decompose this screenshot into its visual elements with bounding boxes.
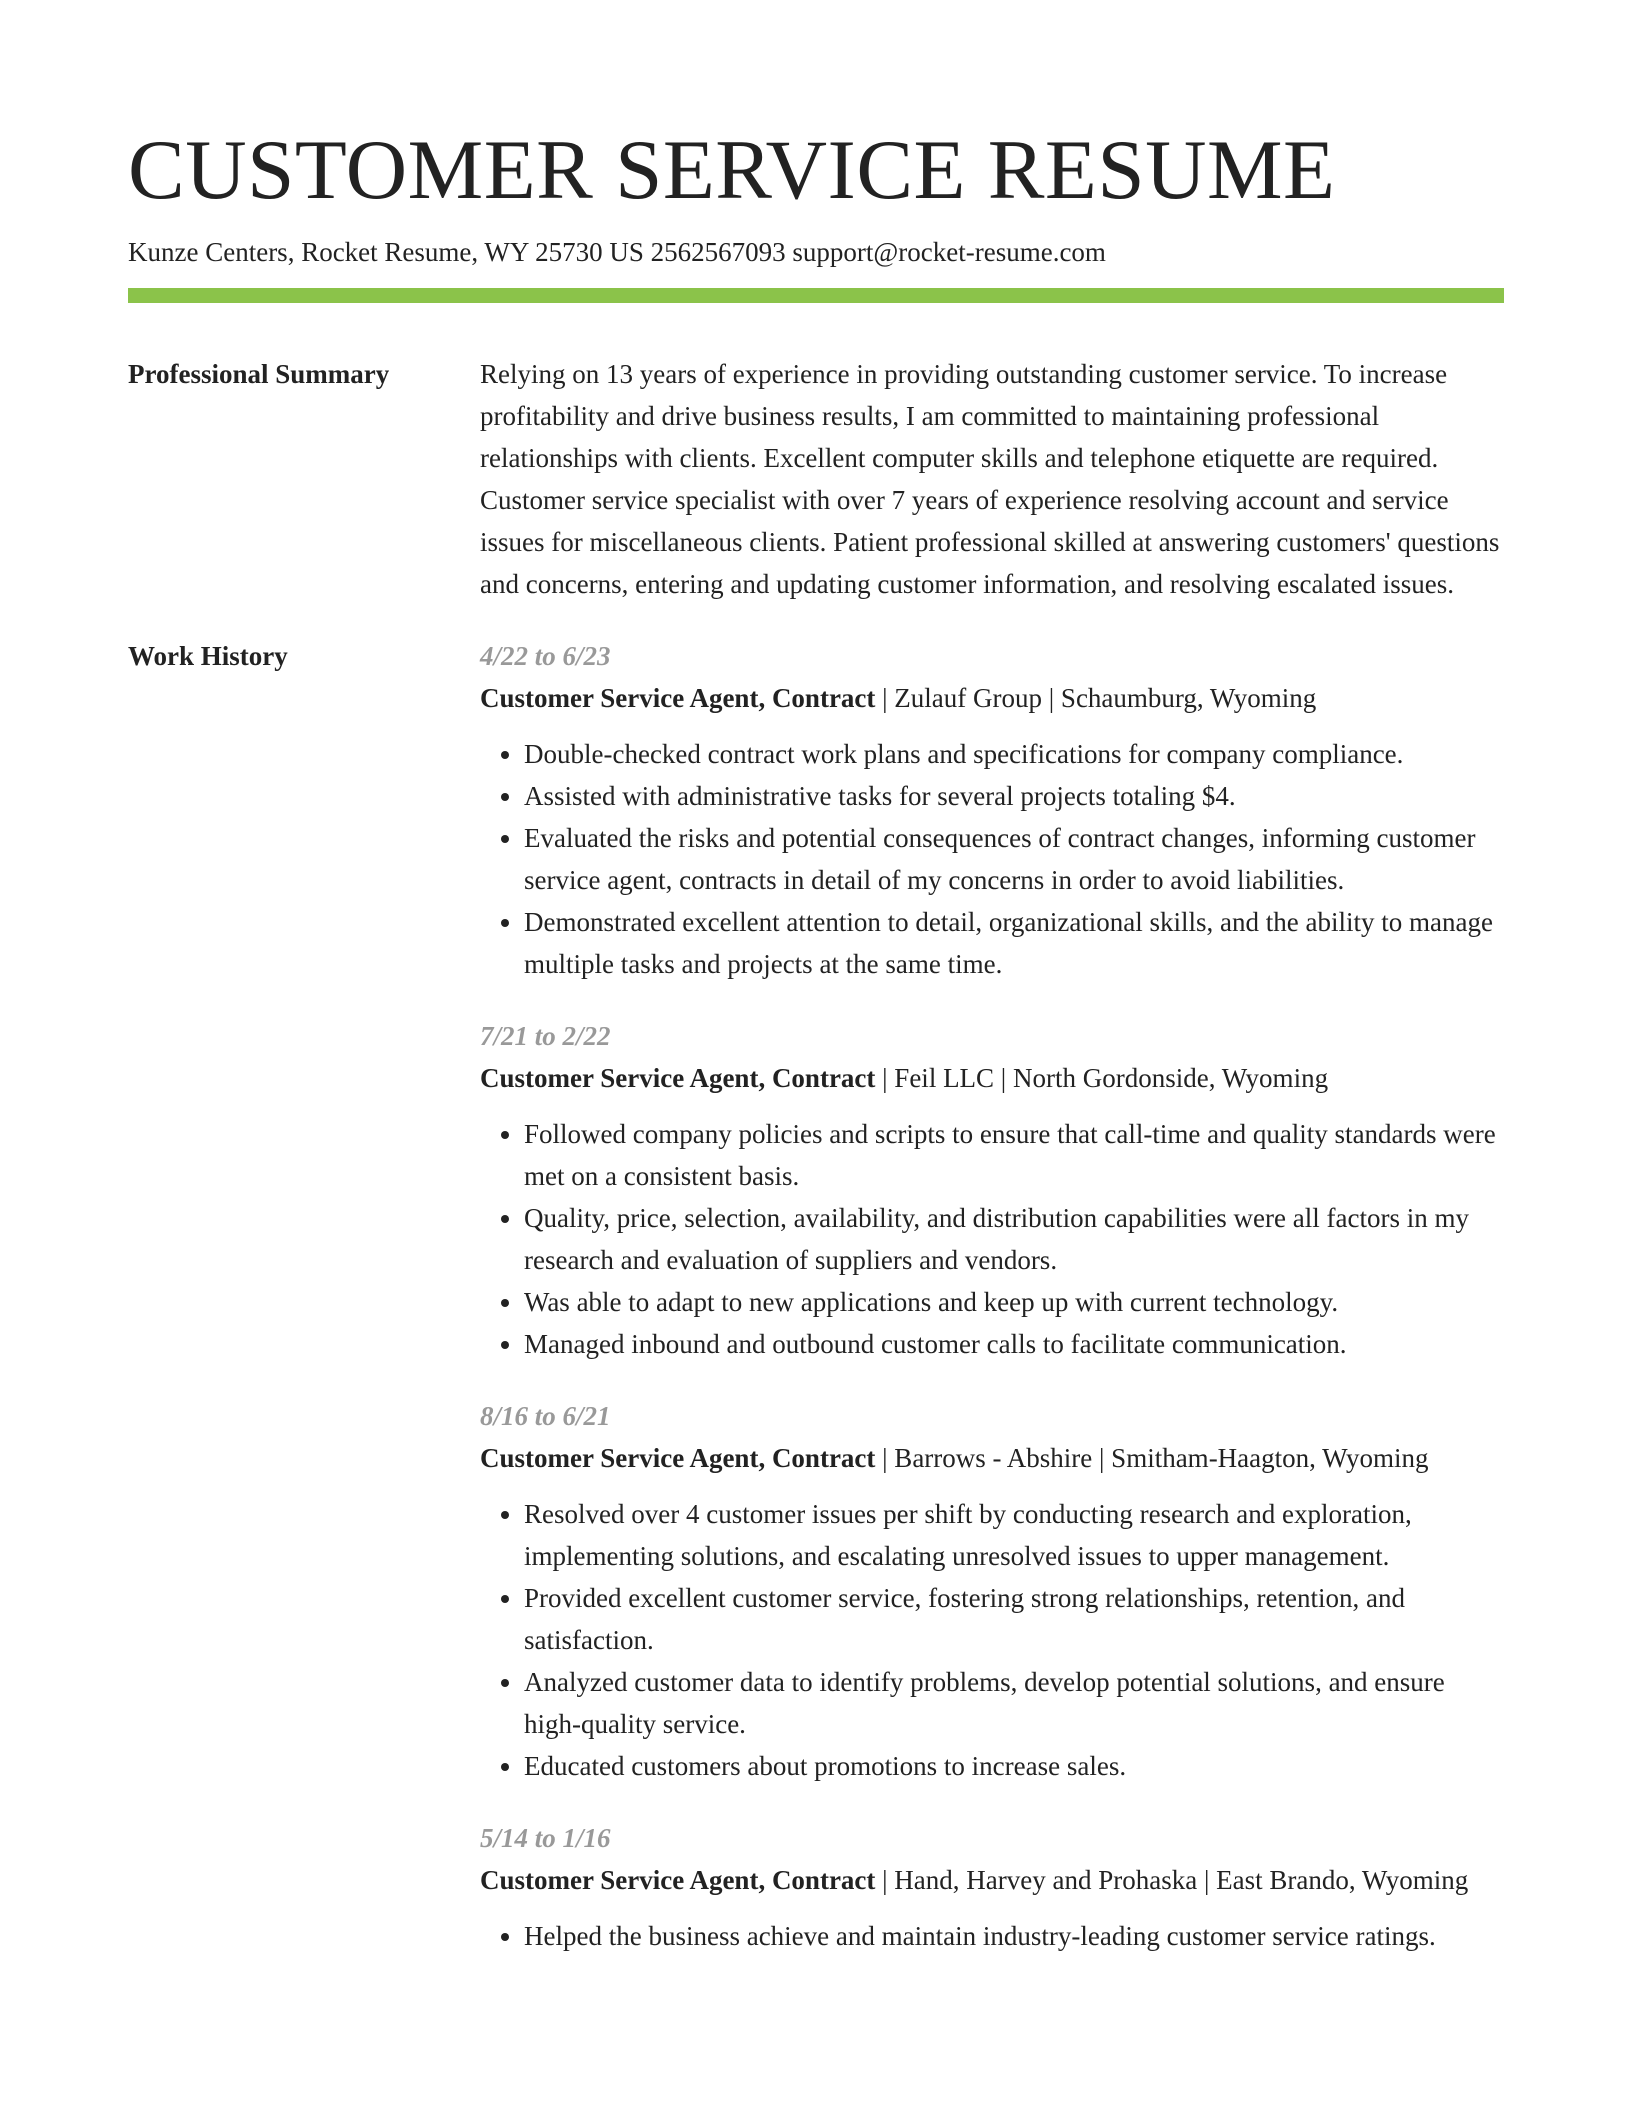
- accent-divider: [128, 288, 1504, 303]
- section-label-work: Work History: [128, 641, 288, 671]
- job-role: Customer Service Agent, Contract: [480, 1443, 876, 1473]
- section-label-summary: Professional Summary: [128, 359, 390, 389]
- job-bullet: • Provided excellent customer service, fostering strong relationships, retention, and satisfaction.: [524, 1577, 1504, 1661]
- job-bullet: • Quality, price, selection, availability, and distribution capabilities were all factors in my research and evaluation of suppliers and vendors.: [524, 1197, 1504, 1281]
- job-details: | Hand, Harvey and Prohaska | East Brando, Wyoming: [875, 1865, 1469, 1895]
- job-bullets: [480, 733, 1504, 985]
- resume-title: CUSTOMER SERVICE RESUME: [128, 123, 1336, 217]
- job-bullet: • Analyzed customer data to identify problems, develop potential solutions, and ensure high-quality service.: [524, 1661, 1504, 1745]
- job-bullet: • Resolved over 4 customer issues per shift by conducting research and exploration, implementing solutions, and escalating unresolved issues to upper management.: [524, 1493, 1504, 1577]
- job-bullet: • Evaluated the risks and potential consequences of contract changes, informing customer service agent, contracts in detail of my concerns in order to avoid liabilities.: [524, 817, 1504, 901]
- resume-page: [128, 118, 1504, 1987]
- job-heading: [480, 1437, 1504, 1479]
- job-bullet: • Helped the business achieve and maintain industry-leading customer service ratings.: [524, 1915, 1504, 1957]
- job-details: | Zulauf Group | Schaumburg, Wyoming: [875, 683, 1317, 713]
- professional-summary-section: [128, 353, 1504, 605]
- job-entry: [480, 1015, 1504, 1365]
- job-details: | Feil LLC | North Gordonside, Wyoming: [875, 1063, 1329, 1093]
- job-dates: 7/21 to 2/22: [480, 1021, 611, 1051]
- job-heading: [480, 677, 1504, 719]
- job-entry: [480, 1817, 1504, 1957]
- contact-line: Kunze Centers, Rocket Resume, WY 25730 US 2562567093 support@rocket-resume.com: [128, 237, 1106, 267]
- job-bullet: • Demonstrated excellent attention to detail, organizational skills, and the ability to manage multiple tasks and projects at the same time.: [524, 901, 1504, 985]
- job-bullets: [480, 1915, 1504, 1957]
- job-role: Customer Service Agent, Contract: [480, 1063, 876, 1093]
- job-details: | Barrows - Abshire | Smitham-Haagton, Wyoming: [875, 1443, 1429, 1473]
- job-role: Customer Service Agent, Contract: [480, 683, 876, 713]
- job-dates: 8/16 to 6/21: [480, 1401, 611, 1431]
- job-heading: [480, 1057, 1504, 1099]
- job-bullet: • Followed company policies and scripts to ensure that call-time and quality standards were met on a consistent basis.: [524, 1113, 1504, 1197]
- job-entry: [480, 635, 1504, 985]
- job-heading: [480, 1859, 1504, 1901]
- job-dates: 5/14 to 1/16: [480, 1823, 611, 1853]
- job-bullet: • Educated customers about promotions to increase sales.: [524, 1745, 1504, 1787]
- job-entry: [480, 1395, 1504, 1787]
- job-bullet: • Was able to adapt to new applications and keep up with current technology.: [524, 1281, 1504, 1323]
- job-bullet: • Double-checked contract work plans and specifications for company compliance.: [524, 733, 1504, 775]
- job-role: Customer Service Agent, Contract: [480, 1865, 876, 1895]
- work-history-list: [480, 635, 1504, 1987]
- job-bullet: • Managed inbound and outbound customer calls to facilitate communication.: [524, 1323, 1504, 1365]
- job-bullet: • Assisted with administrative tasks for several projects totaling $4.: [524, 775, 1504, 817]
- work-history-section: [128, 635, 1504, 1987]
- job-bullets: [480, 1113, 1504, 1365]
- job-bullets: [480, 1493, 1504, 1787]
- job-dates: 4/22 to 6/23: [480, 641, 611, 671]
- summary-text: Relying on 13 years of experience in providing outstanding customer service. To increase profitability and drive business results, I am committed to maintaining professional relationships with clients. Excellent computer skills and telephone etiquette are required. Customer service specialist with over 7 years of experience resolving account and service issues for miscellaneous clients. Patient professional skilled at answering customers' questions and concerns, entering and updating customer information, and resolving escalated issues.: [480, 359, 1500, 599]
